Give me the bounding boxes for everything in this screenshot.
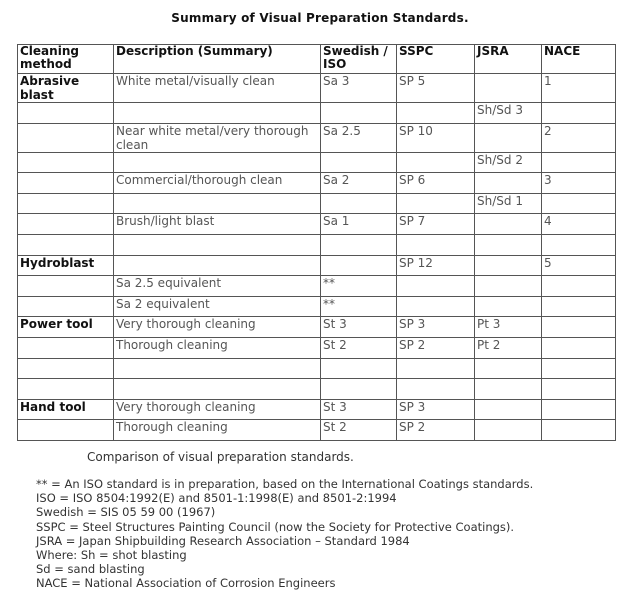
cell-description: White metal/visually clean: [114, 74, 321, 103]
cell-cleaning-method: Power tool: [18, 317, 114, 338]
cell-description: [114, 255, 321, 276]
cell-description: [114, 358, 321, 379]
cell-description: [114, 103, 321, 124]
table-row: [18, 152, 616, 173]
cell-nace: 5: [542, 255, 616, 276]
table-row: [18, 193, 616, 214]
cell-sspc: [397, 152, 475, 173]
cell-nace: [542, 103, 616, 124]
cell-cleaning-method: [18, 123, 114, 152]
header-jsra: JSRA: [475, 45, 542, 74]
cell-cleaning-method: [18, 152, 114, 173]
cell-sspc: [397, 193, 475, 214]
cell-jsra: [475, 173, 542, 194]
cell-swedish-iso: St 3: [321, 317, 397, 338]
cell-jsra: Sh/Sd 2: [475, 152, 542, 173]
header-description: Description (Summary): [114, 45, 321, 74]
table-row: [18, 123, 616, 152]
cell-jsra: [475, 358, 542, 379]
cell-cleaning-method: [18, 276, 114, 297]
cell-jsra: [475, 399, 542, 420]
cell-nace: 2: [542, 123, 616, 152]
cell-swedish-iso: [321, 152, 397, 173]
cell-swedish-iso: [321, 255, 397, 276]
cell-nace: [542, 296, 616, 317]
cell-description: Very thorough cleaning: [114, 317, 321, 338]
cell-nace: [542, 399, 616, 420]
cell-swedish-iso: Sa 2.5: [321, 123, 397, 152]
cell-nace: [542, 234, 616, 255]
table-header-row: [18, 45, 616, 74]
cell-description: Sa 2.5 equivalent: [114, 276, 321, 297]
table-row: [18, 214, 616, 235]
header-nace: NACE: [542, 45, 616, 74]
cell-description: Very thorough cleaning: [114, 399, 321, 420]
cell-cleaning-method: [18, 337, 114, 358]
cell-cleaning-method: [18, 296, 114, 317]
cell-sspc: [397, 358, 475, 379]
cell-jsra: [475, 214, 542, 235]
footnote: ** = An ISO standard is in preparation, based on the International Coatings standards.: [36, 477, 534, 491]
cell-swedish-iso: St 2: [321, 337, 397, 358]
cell-swedish-iso: [321, 234, 397, 255]
cell-cleaning-method: Abrasive blast: [18, 74, 114, 103]
cell-description: [114, 193, 321, 214]
table-row: [18, 296, 616, 317]
cell-cleaning-method: [18, 103, 114, 124]
table-row: [18, 103, 616, 124]
cell-swedish-iso: St 2: [321, 420, 397, 441]
cell-swedish-iso: St 3: [321, 399, 397, 420]
footnotes: [36, 477, 533, 591]
cell-description: Near white metal/very thorough clean: [114, 123, 321, 152]
cell-jsra: [475, 296, 542, 317]
cell-nace: [542, 193, 616, 214]
header-swedish-iso: Swedish / ISO: [321, 45, 397, 74]
footnote: SSPC = Steel Structures Painting Council (now the Society for Protective Coatings).: [36, 519, 515, 534]
cell-sspc: SP 10: [397, 123, 475, 152]
table-row: [18, 234, 616, 255]
cell-jsra: [475, 123, 542, 152]
cell-description: Thorough cleaning: [114, 337, 321, 358]
cell-nace: [542, 152, 616, 173]
cell-cleaning-method: [18, 173, 114, 194]
cell-sspc: SP 7: [397, 214, 475, 235]
footnote: Where: Sh = shot blasting: [36, 548, 187, 563]
cell-jsra: [475, 234, 542, 255]
cell-swedish-iso: **: [321, 276, 397, 297]
cell-sspc: [397, 296, 475, 317]
standards-table: [17, 44, 616, 441]
table-row: [18, 379, 616, 400]
cell-cleaning-method: [18, 193, 114, 214]
cell-description: [114, 379, 321, 400]
cell-sspc: [397, 234, 475, 255]
cell-description: Brush/light blast: [114, 214, 321, 235]
cell-cleaning-method: [18, 420, 114, 441]
header-sspc: SSPC: [397, 45, 475, 74]
cell-description: Thorough cleaning: [114, 420, 321, 441]
cell-sspc: [397, 103, 475, 124]
cell-sspc: SP 3: [397, 399, 475, 420]
cell-jsra: [475, 379, 542, 400]
cell-nace: 3: [542, 173, 616, 194]
cell-description: [114, 152, 321, 173]
cell-nace: [542, 358, 616, 379]
footnote: JSRA = Japan Shipbuilding Research Association – Standard 1984: [36, 533, 410, 548]
cell-sspc: SP 6: [397, 173, 475, 194]
cell-jsra: [475, 74, 542, 103]
cell-jsra: Sh/Sd 1: [475, 193, 542, 214]
footnote: Swedish = SIS 05 59 00 (1967): [36, 505, 216, 520]
table-row: [18, 173, 616, 194]
cell-description: Commercial/thorough clean: [114, 173, 321, 194]
table-row: [18, 337, 616, 358]
cell-jsra: [475, 420, 542, 441]
cell-sspc: [397, 379, 475, 400]
cell-sspc: SP 5: [397, 74, 475, 103]
cell-nace: [542, 420, 616, 441]
table-row: [18, 420, 616, 441]
cell-swedish-iso: [321, 358, 397, 379]
cell-jsra: Pt 3: [475, 317, 542, 338]
cell-cleaning-method: [18, 214, 114, 235]
cell-cleaning-method: [18, 379, 114, 400]
cell-swedish-iso: [321, 379, 397, 400]
table-caption: Comparison of visual preparation standards.: [87, 450, 354, 464]
table-row: [18, 255, 616, 276]
cell-cleaning-method: [18, 234, 114, 255]
table-row: [18, 74, 616, 103]
cell-jsra: [475, 255, 542, 276]
cell-nace: [542, 317, 616, 338]
cell-jsra: Pt 2: [475, 337, 542, 358]
page-title: Summary of Visual Preparation Standards.: [171, 11, 469, 25]
table-row: [18, 358, 616, 379]
footnote: NACE = National Association of Corrosion Engineers: [36, 576, 336, 591]
cell-nace: 4: [542, 214, 616, 235]
cell-nace: [542, 337, 616, 358]
cell-description: Sa 2 equivalent: [114, 296, 321, 317]
cell-swedish-iso: Sa 3: [321, 74, 397, 103]
cell-nace: 1: [542, 74, 616, 103]
cell-swedish-iso: [321, 103, 397, 124]
cell-swedish-iso: Sa 1: [321, 214, 397, 235]
table-row: [18, 399, 616, 420]
cell-description: [114, 234, 321, 255]
cell-sspc: SP 12: [397, 255, 475, 276]
footnote: ISO = ISO 8504:1992(E) and 8501-1:1998(E) and 8501-2:1994: [36, 491, 397, 506]
cell-jsra: [475, 276, 542, 297]
cell-nace: [542, 276, 616, 297]
header-cleaning-method: Cleaning method: [18, 45, 114, 74]
cell-sspc: SP 3: [397, 317, 475, 338]
cell-swedish-iso: [321, 193, 397, 214]
cell-sspc: [397, 276, 475, 297]
cell-swedish-iso: Sa 2: [321, 173, 397, 194]
cell-sspc: SP 2: [397, 337, 475, 358]
cell-cleaning-method: Hydroblast: [18, 255, 114, 276]
footnote: Sd = sand blasting: [36, 562, 145, 577]
table-row: [18, 317, 616, 338]
cell-cleaning-method: [18, 358, 114, 379]
table-body: [18, 74, 616, 441]
cell-jsra: Sh/Sd 3: [475, 103, 542, 124]
cell-nace: [542, 379, 616, 400]
cell-swedish-iso: **: [321, 296, 397, 317]
cell-cleaning-method: Hand tool: [18, 399, 114, 420]
table-row: [18, 276, 616, 297]
cell-sspc: SP 2: [397, 420, 475, 441]
